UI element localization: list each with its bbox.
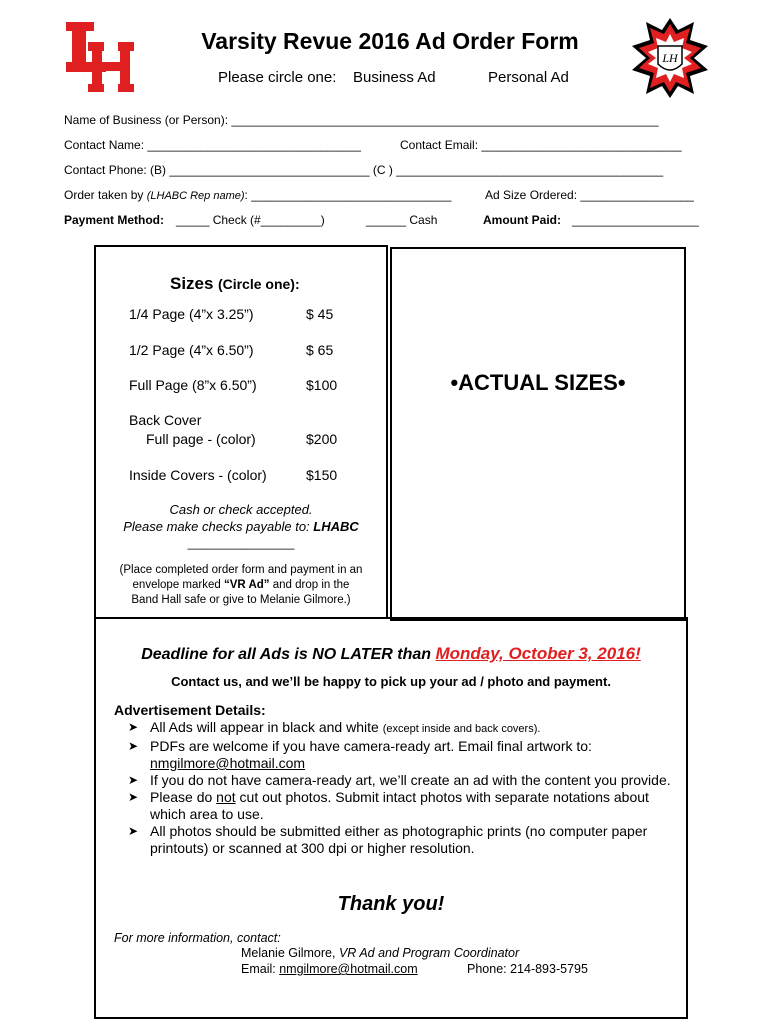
deadline-line <box>96 644 686 664</box>
detail-item <box>128 738 673 772</box>
arrow-bullet-icon: ➤ <box>128 773 139 787</box>
contact-us-line: Contact us, and we’ll be happy to pick up your ad / photo and payment. <box>171 674 611 689</box>
back-cover-price: $200 <box>306 431 338 447</box>
inside-cover-price: $150 <box>306 467 338 483</box>
place-note-line-1: (Place completed order form and payment in an <box>119 564 363 576</box>
logo-right-text: LH <box>662 51 678 65</box>
detail-4-text-b: cut out photos. Submit intact photos with separate notations about which area to use. <box>150 789 649 822</box>
contact-phone: Phone: 214-893-5795 <box>467 962 588 976</box>
back-cover-label[interactable]: Back Cover <box>129 412 202 428</box>
cash-note: Cash or check accepted. <box>169 502 313 517</box>
page-title: Varsity Revue 2016 Ad Order Form <box>201 28 579 54</box>
order-taken-field[interactable] <box>64 188 451 202</box>
email-label: Email: <box>241 962 280 976</box>
detail-2-text: PDFs are welcome if you have camera-ready art. Email final artwork to: <box>150 738 592 754</box>
size-full-label[interactable]: Full Page (8”x 6.50”) <box>129 377 257 393</box>
detail-5-text: All photos should be submitted either as photographic prints (no computer paper printouts) or scanned at 300 dpi or higher resolution. <box>150 823 648 856</box>
actual-sizes-label: •ACTUAL SIZES• <box>450 370 626 395</box>
deadline-date: Monday, October 3, 2016! <box>435 644 641 663</box>
size-half-price: $ 65 <box>306 342 334 358</box>
place-note-line-3: Band Hall safe or give to Melanie Gilmore.) <box>131 594 351 606</box>
size-half-label[interactable]: 1/2 Page (4”x 6.50”) <box>129 342 254 358</box>
detail-item <box>128 823 673 857</box>
amount-paid-field[interactable]: ___________________ <box>572 213 699 227</box>
detail-4-not: not <box>216 789 236 805</box>
place-note-line-2 <box>96 578 386 593</box>
contact-person <box>241 946 519 960</box>
ad-size-field[interactable]: Ad Size Ordered: _________________ <box>485 188 694 202</box>
contact-email-line <box>241 962 418 976</box>
contact-phone-field[interactable]: Contact Phone: (B) ______________________________ (C ) ________________________________________ <box>64 163 664 177</box>
payable-name: LHABC <box>313 519 359 534</box>
size-quarter-price: $ 45 <box>306 306 334 322</box>
back-cover-sub: Full page - (color) <box>146 431 256 447</box>
size-quarter-label[interactable]: 1/4 Page (4”x 3.25”) <box>129 306 254 322</box>
maltese-cross-logo <box>628 16 712 100</box>
sizes-title <box>170 274 300 294</box>
detail-item <box>128 772 673 789</box>
thank-you: Thank you! <box>337 893 445 915</box>
payment-method-label: Payment Method: <box>64 213 165 227</box>
detail-1-text: All Ads will appear in black and white <box>150 719 383 735</box>
vr-ad-label: “VR Ad” <box>223 579 270 591</box>
more-info-label: For more information, contact: <box>114 931 281 945</box>
contact-person-role: VR Ad and Program Coordinator <box>338 946 520 960</box>
details-heading: Advertisement Details: <box>114 702 266 718</box>
place-note <box>96 563 386 608</box>
arrow-bullet-icon: ➤ <box>128 739 139 753</box>
order-taken-hint: (LHABC Rep name) <box>146 190 245 202</box>
size-full-price: $100 <box>306 377 338 393</box>
inside-cover-label[interactable]: Inside Covers - (color) <box>129 467 267 483</box>
circle-prompt: Please circle one: <box>218 69 337 86</box>
detail-2-email-link[interactable]: nmgilmore@hotmail.com <box>150 755 306 771</box>
payable-note <box>96 519 386 534</box>
place-note-2c: and drop in the <box>269 579 350 591</box>
name-field[interactable]: Name of Business (or Person): ________________________________________________________________ <box>64 113 659 127</box>
payable-text: Please make checks payable to: <box>123 519 314 534</box>
sizes-heading: Sizes <box>170 274 214 293</box>
detail-item <box>128 789 673 823</box>
detail-1-note: (except inside and back covers). <box>382 723 541 735</box>
contact-person-name: Melanie Gilmore, <box>241 946 339 960</box>
amount-paid-label: Amount Paid: <box>483 213 561 227</box>
option-personal-ad[interactable]: Personal Ad <box>488 69 569 86</box>
place-note-2a: envelope marked <box>132 579 224 591</box>
payment-cash-field[interactable]: ______ Cash <box>366 213 438 227</box>
deadline-text: Deadline for all Ads is NO LATER than <box>141 646 436 663</box>
arrow-bullet-icon: ➤ <box>128 824 139 838</box>
actual-sizes-box <box>390 247 686 621</box>
order-taken-label: Order taken by <box>64 188 147 202</box>
detail-item <box>128 719 673 738</box>
payable-line: ________________ <box>187 536 295 550</box>
contact-email-field[interactable]: Contact Email: ______________________________ <box>400 138 682 152</box>
sizes-note: (Circle one): <box>217 276 300 292</box>
contact-email-link[interactable]: nmgilmore@hotmail.com <box>279 962 418 976</box>
order-taken-line: : ______________________________ <box>244 188 452 202</box>
detail-4-text-a: Please do <box>150 789 217 805</box>
lh-logo-left <box>62 18 138 94</box>
arrow-bullet-icon: ➤ <box>128 790 139 804</box>
contact-name-field[interactable]: Contact Name: ________________________________ <box>64 138 361 152</box>
payment-check-field[interactable]: _____ Check (#_________) <box>176 213 325 227</box>
arrow-bullet-icon: ➤ <box>128 720 139 734</box>
details-list <box>128 719 673 857</box>
option-business-ad[interactable]: Business Ad <box>353 69 436 86</box>
detail-3-text: If you do not have camera-ready art, we’ll create an ad with the content you provide. <box>150 772 671 788</box>
